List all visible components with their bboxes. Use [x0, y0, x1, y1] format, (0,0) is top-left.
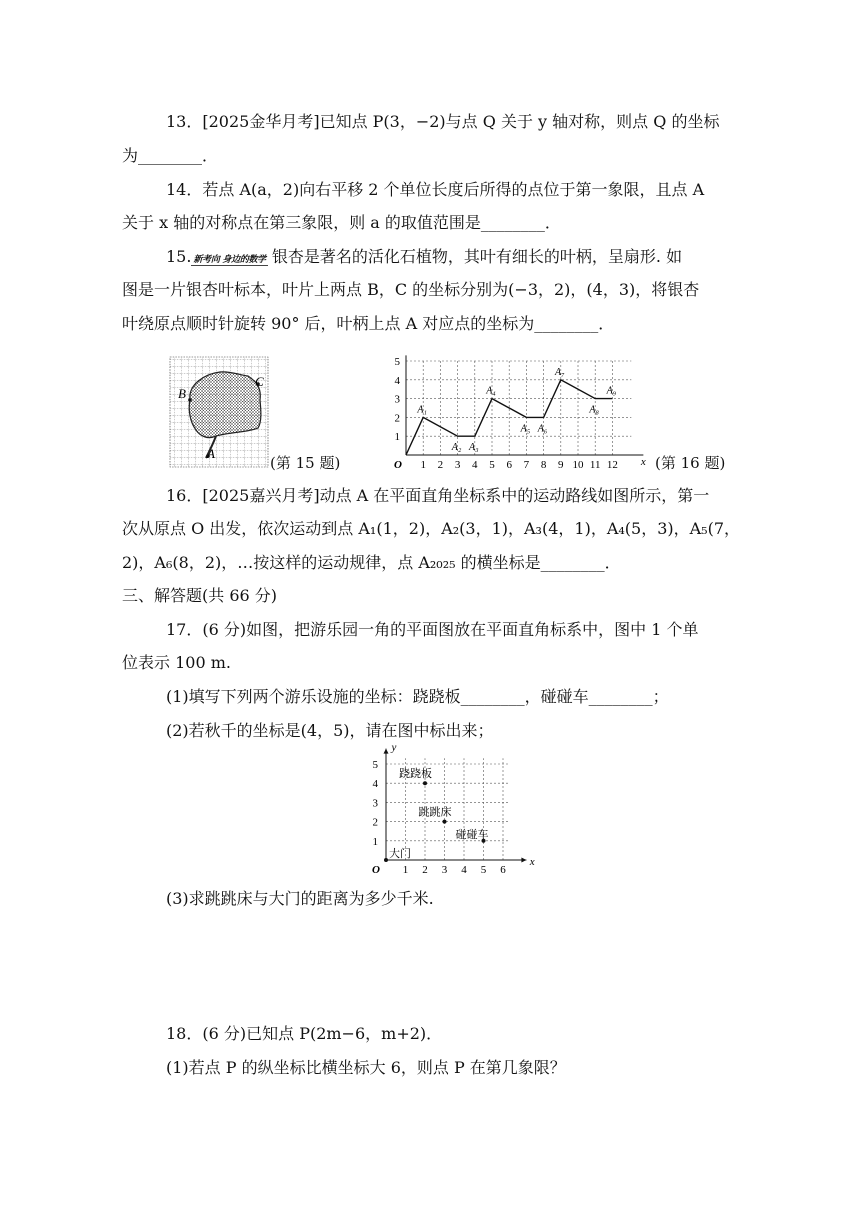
q18-line1: 18．(6 分)已知点 P(2m−6，m+2)． — [166, 1024, 443, 1043]
q15-line3: 叶绕原点顺时针旋转 90° 后，叶柄上点 A 对应点的坐标为________． — [122, 314, 615, 333]
point-label: A₁ — [417, 404, 427, 416]
label-b: B — [178, 386, 186, 401]
label-a: A — [207, 446, 215, 461]
q15-line2: 图是一片银杏叶标本，叶片上两点 B，C 的坐标分别为(−3，2)，(4，3)，将银杏 — [122, 280, 700, 299]
x-tick-label: 5 — [489, 459, 495, 471]
x-tick-label: 12 — [606, 459, 618, 471]
x-axis-label: x — [640, 456, 646, 468]
y-tick-label: 4 — [394, 374, 400, 387]
x-tick-label: 6 — [500, 864, 506, 876]
facility-label: 碰碰车 — [455, 828, 489, 841]
point-label: A₂ — [451, 442, 462, 454]
facility-label: 大门 — [389, 848, 411, 860]
point-label: A₃ — [469, 442, 479, 454]
y-tick-label: 1 — [394, 431, 400, 444]
x-axis-arrow — [521, 858, 526, 863]
q17-line1: 17．(6 分)如图，把游乐园一角的平面图放在平面直角标系中，图中 1 个单 — [166, 620, 699, 639]
figure-15-caption: (第 15 题) — [270, 454, 341, 472]
facility-label: 跳跳床 — [418, 806, 452, 819]
x-tick-label: 5 — [480, 864, 487, 876]
origin-label: O — [394, 459, 402, 471]
q18-part1: (1)若点 P 的纵坐标比横坐标大 6，则点 P 在第几象限？ — [166, 1058, 566, 1077]
point-label: A₇ — [555, 366, 565, 378]
leaf-blade — [189, 372, 261, 438]
point-label: A₅ — [520, 423, 531, 435]
label-c: C — [255, 374, 264, 389]
y-tick-label: 2 — [394, 412, 400, 425]
y-tick-label: 3 — [394, 393, 400, 406]
x-tick-label: 4 — [472, 459, 478, 471]
x-tick-label: 3 — [441, 864, 448, 876]
origin-label: O — [372, 864, 380, 876]
section-3-heading: 三、解答题(共 66 分) — [122, 586, 278, 605]
x-tick-label: 4 — [461, 864, 467, 876]
facility-point — [423, 781, 427, 785]
x-tick-label: 8 — [540, 459, 547, 471]
q13-line2: 为________． — [122, 146, 219, 165]
q17-part3: (3)求跳跳床与大门的距离为多少千米. — [166, 889, 434, 908]
q17-part2: (2)若秋千的坐标是(4，5)，请在图中标出来； — [166, 721, 494, 740]
figure-16-path-chart — [392, 352, 657, 470]
x-axis-label: x — [529, 856, 535, 868]
point-label: A₉ — [606, 385, 617, 397]
x-tick-label: 6 — [506, 459, 512, 471]
x-tick-label: 2 — [422, 864, 428, 876]
x-tick-label: 3 — [454, 459, 461, 471]
y-tick-label: 1 — [372, 835, 378, 848]
x-tick-label: 10 — [572, 459, 584, 471]
facility-label: 跷跷板 — [399, 768, 432, 781]
point-label: A₆ — [537, 423, 548, 435]
y-axis-label: y — [391, 741, 397, 754]
figure-15-ginkgo-leaf — [160, 352, 270, 470]
q13-line1: 13．[2025金华月考]已知点 P(3，−2)与点 Q 关于 y 轴对称，则点 Q 的坐标 — [166, 112, 720, 131]
y-axis-arrow — [384, 749, 389, 754]
facility-point — [443, 820, 447, 824]
q15-number: 15. — [166, 247, 192, 266]
figure-16-caption: (第 16 题) — [655, 454, 726, 472]
new-direction-tag: 新考向 身边的数学 — [193, 255, 266, 265]
y-tick-label: 3 — [372, 797, 378, 810]
q15-text: 银杏是著名的活化石植物，其叶有细长的叶柄，呈扇形. 如 — [271, 247, 683, 266]
y-tick-label: 5 — [372, 759, 378, 771]
x-tick-label: 11 — [589, 459, 601, 471]
figure-17-park-chart — [360, 741, 535, 880]
q14-line1: 14．若点 A(a，2)向右平移 2 个单位长度后所得的点位于第一象限，且点 A — [166, 180, 705, 199]
x-tick-label: 9 — [558, 459, 564, 471]
facility-point — [384, 858, 388, 862]
q17-part1: (1)填写下列两个游乐设施的坐标：跷跷板________，碰碰车________； — [166, 687, 669, 706]
q16-line3: 2)，A₆(8，2)，…按这样的运动规律，点 A₂₀₂₅ 的横坐标是________． — [122, 553, 621, 572]
x-tick-label: 1 — [402, 864, 409, 876]
q17-line2: 位表示 100 m. — [122, 653, 231, 672]
point-label: A₄ — [486, 385, 496, 397]
x-tick-label: 2 — [437, 459, 444, 471]
q14-line2: 关于 x 轴的对称点在第三象限，则 a 的取值范围是________． — [122, 213, 561, 232]
q16-line2: 次从原点 O 出发，依次运动到点 A₁(1，2)，A₂(3，1)，A₃(4，1)，A₄(5，3)，A₅(7， — [122, 519, 741, 538]
y-tick-label: 2 — [372, 816, 378, 829]
point-label: A₈ — [589, 404, 599, 416]
q15-line1 — [166, 246, 682, 271]
y-tick-label: 4 — [372, 778, 378, 791]
x-tick-label: 7 — [523, 459, 530, 471]
x-tick-label: 1 — [420, 459, 426, 471]
q16-line1: 16．[2025嘉兴月考]动点 A 在平面直角坐标系中的运动路线如图所示，第一 — [166, 486, 710, 505]
y-tick-label: 5 — [394, 356, 400, 368]
